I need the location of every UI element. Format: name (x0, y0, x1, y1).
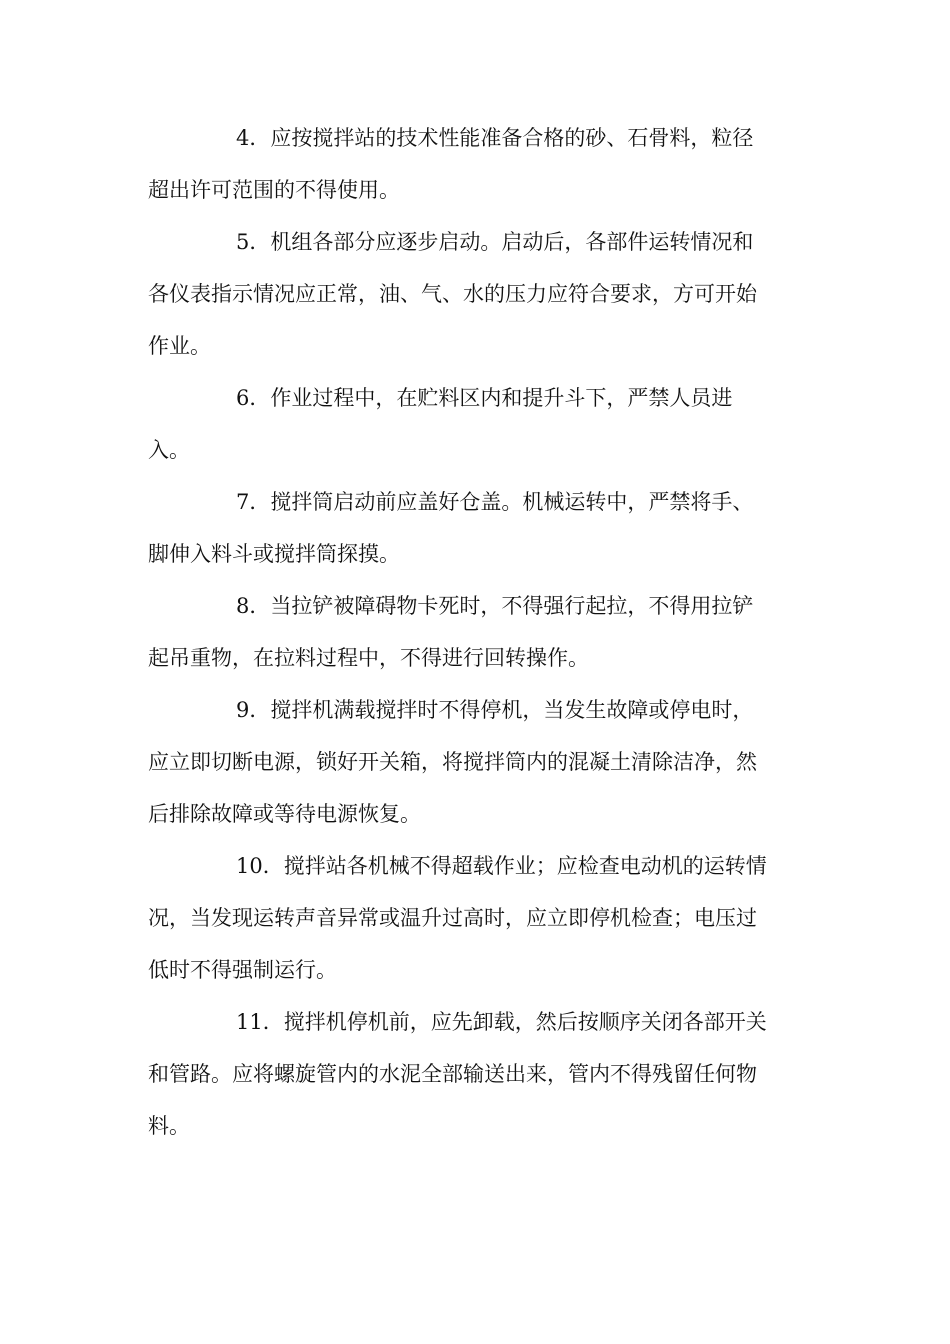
paragraph-line: 后排除故障或等待电源恢复。 (148, 802, 421, 826)
paragraph-line: 入。 (148, 438, 190, 462)
paragraph-item-9 (148, 684, 808, 840)
paragraph-item-10 (148, 840, 808, 996)
paragraph-line: 7．搅拌筒启动前应盖好仓盖。机械运转中，严禁将手、 (236, 490, 754, 514)
paragraph-line: 低时不得强制运行。 (148, 958, 337, 982)
paragraph-line: 超出许可范围的不得使用。 (148, 178, 400, 202)
paragraph-item-6 (148, 372, 808, 476)
paragraph-line: 5．机组各部分应逐步启动。启动后，各部件运转情况和 (236, 230, 754, 254)
paragraph-item-8 (148, 580, 808, 684)
paragraph-line: 应立即切断电源，锁好开关箱，将搅拌筒内的混凝土清除洁净，然 (148, 750, 757, 774)
paragraph-line: 6．作业过程中，在贮料区内和提升斗下，严禁人员进 (236, 386, 733, 410)
paragraph-item-5 (148, 216, 808, 372)
paragraph-item-11 (148, 996, 808, 1152)
paragraph-item-7 (148, 476, 808, 580)
paragraph-line: 起吊重物，在拉料过程中，不得进行回转操作。 (148, 646, 589, 670)
paragraph-line: 8．当拉铲被障碍物卡死时，不得强行起拉，不得用拉铲 (236, 594, 754, 618)
paragraph-line: 脚伸入料斗或搅拌筒探摸。 (148, 542, 400, 566)
paragraph-line: 10．搅拌站各机械不得超载作业；应检查电动机的运转情 (236, 854, 767, 878)
paragraph-line: 作业。 (148, 334, 211, 358)
paragraph-line: 料。 (148, 1114, 190, 1138)
document-body (148, 112, 808, 1152)
paragraph-line: 4．应按搅拌站的技术性能准备合格的砂、石骨料，粒径 (236, 126, 754, 150)
paragraph-line: 和管路。应将螺旋管内的水泥全部输送出来，管内不得残留任何物 (148, 1062, 757, 1086)
paragraph-line: 11．搅拌机停机前，应先卸载，然后按顺序关闭各部开关 (236, 1010, 767, 1034)
paragraph-item-4 (148, 112, 808, 216)
paragraph-line: 9．搅拌机满载搅拌时不得停机，当发生故障或停电时， (236, 698, 754, 722)
paragraph-line: 况，当发现运转声音异常或温升过高时，应立即停机检查；电压过 (148, 906, 757, 930)
paragraph-line: 各仪表指示情况应正常，油、气、水的压力应符合要求，方可开始 (148, 282, 757, 306)
